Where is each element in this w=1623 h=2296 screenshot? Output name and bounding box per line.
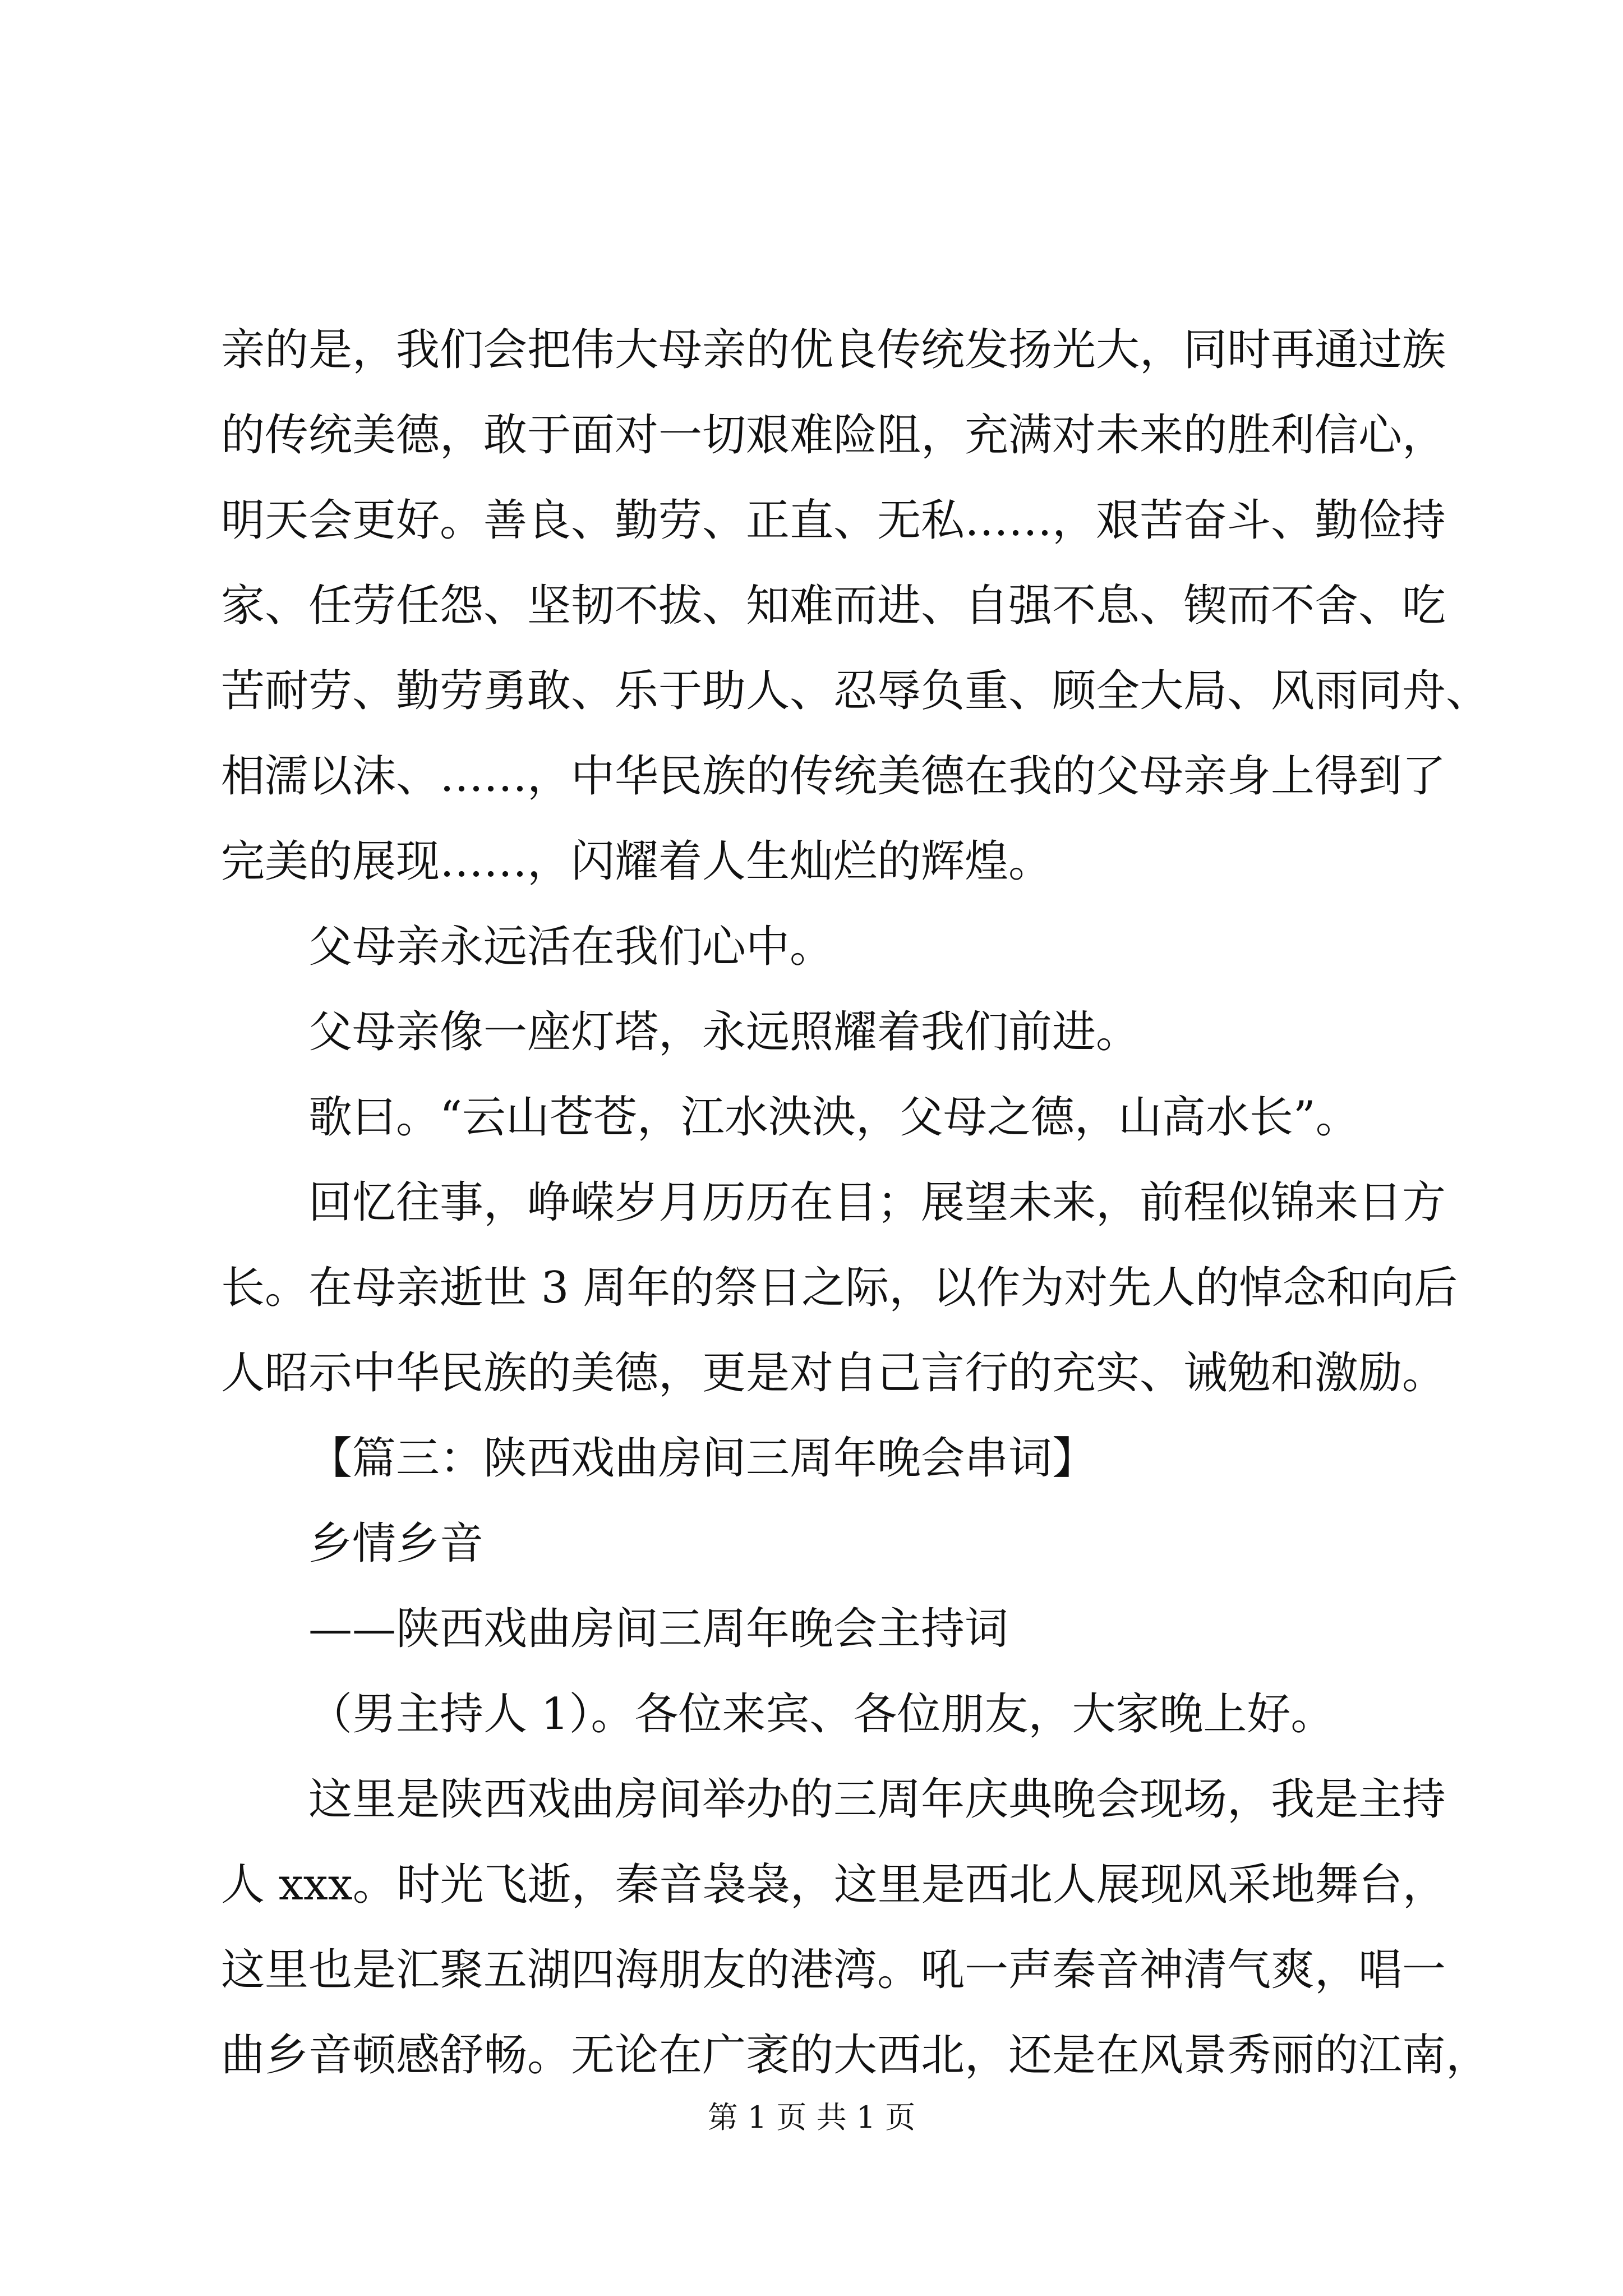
text-line: 明天会更好。善良、勤劳、正直、无私……，艰苦奋斗、勤俭持 [221,495,1446,546]
text-line: 歌曰。“云山苍苍，江水泱泱，父母之德，山高水长”。 [308,1092,1359,1143]
text-line: 相濡以沫、……，中华民族的传统美德在我的父母亲身上得到了 [221,751,1446,802]
text-line: 这里也是汇聚五湖四海朋友的港湾。吼一声秦音神清气爽，唱一 [221,1945,1446,1995]
text-line: 【篇三：陕西戏曲房间三周年晚会串词】 [308,1433,1096,1484]
text-line: 亲的是，我们会把伟大母亲的优良传统发扬光大，同时再通过族 [221,325,1446,375]
text-line: 回忆往事，峥嵘岁月历历在目；展望未来，前程似锦来日方 [308,1177,1446,1228]
text-line: 人 xxx。时光飞逝，秦音袅袅，这里是西北人展现风采地舞台， [221,1860,1446,1910]
text-line: 家、任劳任怨、坚韧不拔、知难而进、自强不息、锲而不舍、吃 [221,581,1446,631]
document-body [221,307,1490,2098]
page-footer: 第 1 页 共 1 页 [707,2100,916,2135]
text-line: （男主持人 1）。各位来宾、各位朋友，大家晚上好。 [308,1689,1335,1740]
text-line: 父母亲像一座灯塔，永远照耀着我们前进。 [308,1007,1140,1057]
text-line: 苦耐劳、勤劳勇敢、乐于助人、忍辱负重、顾全大局、风雨同舟、 [221,666,1490,716]
text-line: 乡情乡音 [308,1519,484,1569]
text-line: 这里是陕西戏曲房间举办的三周年庆典晚会现场，我是主持 [308,1774,1446,1825]
text-line: 完美的展现……，闪耀着人生灿烂的辉煌。 [221,836,1053,887]
text-line: 长。在母亲逝世 3 周年的祭日之际，以作为对先人的悼念和向后 [221,1263,1458,1313]
text-line: 曲乡音顿感舒畅。无论在广袤的大西北，还是在风景秀丽的江南， [221,2030,1490,2081]
text-line: ——陕西戏曲房间三周年晚会主持词 [308,1604,1009,1654]
text-line: 父母亲永远活在我们心中。 [308,922,834,972]
text-line: 的传统美德，敢于面对一切艰难险阻，充满对未来的胜利信心， [221,410,1446,461]
text-line: 人昭示中华民族的美德，更是对自己言行的充实、诫勉和激励。 [221,1348,1446,1398]
